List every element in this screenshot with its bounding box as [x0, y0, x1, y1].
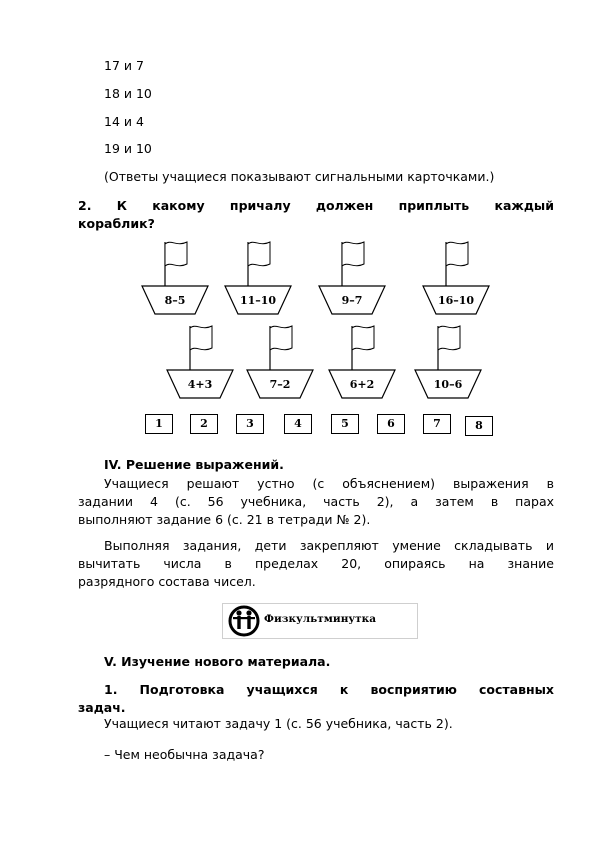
paragraph-line: Выполняя задания, дети закрепляют умение складывать и	[104, 538, 554, 553]
pier-card: 5	[331, 414, 359, 434]
pier-card: 4	[284, 414, 312, 434]
boat-flag	[352, 326, 374, 350]
boat-flag	[165, 242, 187, 266]
paragraph-line: выполняют задание 6 (с. 21 в тетради № 2).	[78, 512, 371, 527]
pair-line: 18 и 10	[104, 86, 152, 101]
boats-illustration	[0, 230, 595, 470]
boat	[167, 326, 233, 398]
boat-flag	[190, 326, 212, 350]
answers-note: (Ответы учащиеся показывают сигнальными карточками.)	[104, 169, 495, 184]
pair-line: 19 и 10	[104, 141, 152, 156]
exercise-icon	[230, 607, 258, 635]
boat-expression: 11–10	[239, 294, 277, 307]
boat-flag	[248, 242, 270, 266]
boat	[247, 326, 313, 398]
subheading-line: 1. Подготовка учащихся к восприятию составных	[104, 682, 554, 697]
paragraph-line: разрядного состава чисел.	[78, 574, 256, 589]
boat-expression: 16–10	[437, 294, 475, 307]
boat	[329, 326, 395, 398]
boat-expression: 8–5	[164, 294, 186, 307]
boat-expression: 9–7	[341, 294, 363, 307]
question-line: – Чем необычна задача?	[104, 747, 265, 762]
boat-expression: 4+3	[187, 378, 213, 391]
pier-card: 8	[465, 416, 493, 436]
section-heading: V. Изучение нового материала.	[104, 654, 331, 669]
section4-paragraph-1	[78, 475, 554, 529]
paragraph-line: вычитать числа в пределах 20, опираясь на знание	[78, 556, 554, 571]
boat-expression: 7–2	[269, 378, 291, 391]
pair-line: 17 и 7	[104, 58, 144, 73]
pier-card: 7	[423, 414, 451, 434]
boat	[225, 242, 291, 314]
task2-heading-line: 2. К какому причалу должен приплыть каждый	[78, 198, 554, 213]
section4-paragraph-2	[78, 537, 554, 591]
pier-card: 6	[377, 414, 405, 434]
boat-flag	[446, 242, 468, 266]
boat	[423, 242, 489, 314]
banner-label: Физкультминутка	[264, 613, 376, 625]
task2-heading	[78, 197, 554, 233]
section5-subheading	[78, 681, 554, 717]
paragraph-line: задании 4 (с. 56 учебника, часть 2), а затем в парах	[78, 494, 554, 509]
pier-card: 2	[190, 414, 218, 434]
boat-flag	[342, 242, 364, 266]
boat-expression: 6+2	[349, 378, 375, 391]
pair-line: 14 и 4	[104, 114, 144, 129]
task-read-line: Учащиеся читают задачу 1 (с. 56 учебника, часть 2).	[104, 716, 453, 731]
pier-card: 1	[145, 414, 173, 434]
boat-flag	[270, 326, 292, 350]
boat	[319, 242, 385, 314]
boat	[142, 242, 208, 314]
boat-flag	[438, 326, 460, 350]
section-heading: IV. Решение выражений.	[104, 457, 284, 472]
pier-card: 3	[236, 414, 264, 434]
boat	[415, 326, 481, 398]
subheading-line: задач.	[78, 700, 126, 715]
boat-expression: 10–6	[433, 378, 463, 391]
paragraph-line: Учащиеся решают устно (с объяснением) выражения в	[104, 476, 554, 491]
task2-heading-line: кораблик?	[78, 216, 155, 231]
physical-break-banner	[222, 603, 418, 639]
